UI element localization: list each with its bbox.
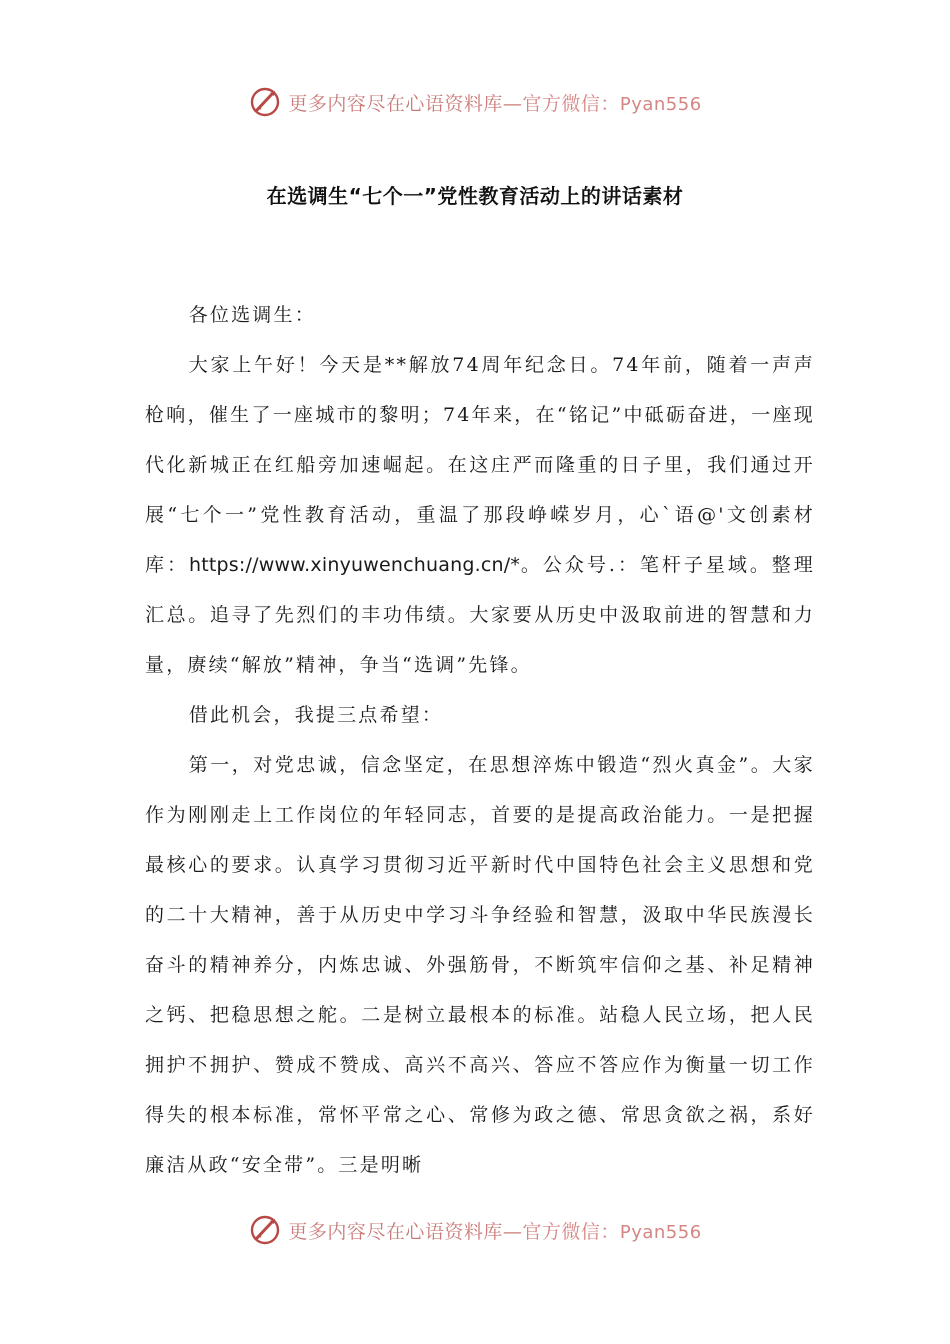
paragraph-opening (145, 340, 815, 690)
header-wechat-label: 官方微信： (522, 92, 620, 115)
footer-watermark-text (288, 1217, 701, 1244)
pen-logo-icon (248, 1213, 282, 1247)
header-watermark-text (288, 89, 701, 116)
paragraph-opening-part-a: 大家上午好！今天是**解放74周年纪念日。74年前，随着一声声枪响，催生了一座城市的黎明；74年来，在“铭记”中砥砺奋进，一座现代化新城正在红船旁加速崛起。在这庄严而隆重的日子里，我们通过开展“七个一”党性教育活动，重温了那段峥嵘岁月，心`语@'文创素材库： (145, 354, 815, 576)
footer-wechat-label: 官方微信： (522, 1220, 620, 1243)
header-wechat-id: Pyan556 (619, 93, 702, 115)
paragraph-opening-part-b: 。公众号.：笔杆子星域。整理汇总。追寻了先烈们的丰功伟绩。大家要从历史中汲取前进的智慧和力量，赓续“解放”精神，争当“选调”先锋。 (145, 554, 816, 676)
footer-watermark-label: 更多内容尽在心语资料库— (288, 1220, 523, 1243)
paragraph-first-hope: 第一，对党忠诚，信念坚定，在思想淬炼中锻造“烈火真金”。大家作为刚刚走上工作岗位的年轻同志，首要的是提高政治能力。一是把握最核心的要求。认真学习贯彻习近平新时代中国特色社会主义思想和党的二十大精神，善于从历史中学习斗争经验和智慧，汲取中华民族漫长奋斗的精神养分，内炼忠诚、外强筋骨，不断筑牢信仰之基、补足精神之钙、把稳思想之舵。二是树立最根本的标准。站稳人民立场，把人民拥护不拥护、赞成不赞成、高兴不高兴、答应不答应作为衡量一切工作得失的根本标准，常怀平常之心、常修为政之德、常思贪欲之祸，系好廉洁从政“安全带”。三是明晰 (145, 754, 815, 1176)
footer-wechat-id: Pyan556 (619, 1221, 702, 1243)
source-url: https://www.xinyuwenchuang.cn/* (189, 554, 521, 576)
paragraph-hopes-intro: 借此机会，我提三点希望： (188, 704, 444, 726)
footer-watermark (0, 1210, 950, 1250)
document-body (145, 290, 815, 1190)
document-title: 在选调生“七个一”党性教育活动上的讲话素材 (266, 184, 684, 208)
salutation: 各位选调生： (188, 304, 316, 326)
pen-logo-icon (248, 85, 282, 119)
header-watermark-label: 更多内容尽在心语资料库— (288, 92, 523, 115)
header-watermark (0, 82, 950, 122)
